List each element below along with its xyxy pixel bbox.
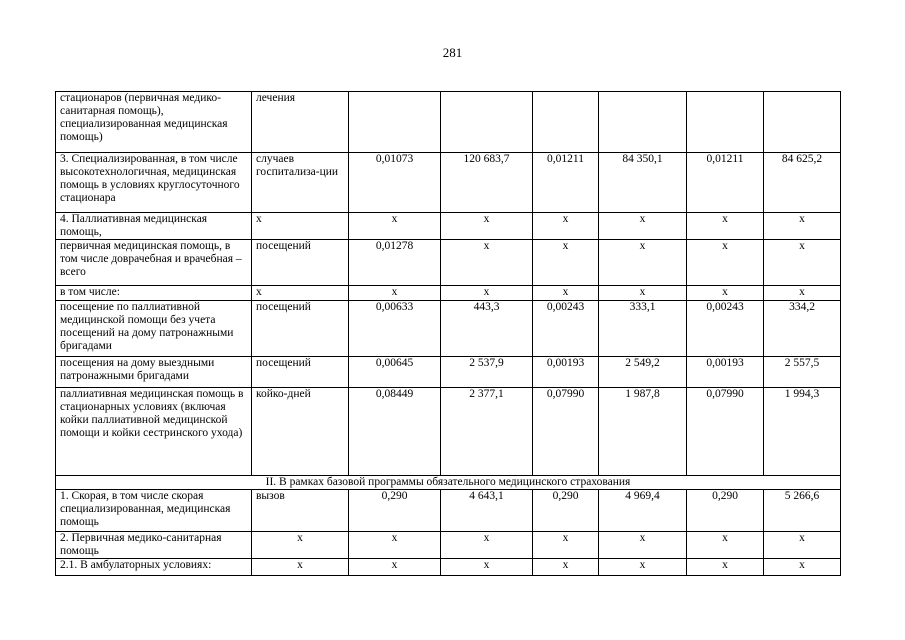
row-unit: х [252,213,349,240]
row-value-5: 0,01211 [687,153,764,213]
row-value-2: х [441,213,533,240]
norms-table [55,91,841,576]
row-value-4 [599,92,687,153]
row-value-5: 0,07990 [687,388,764,476]
row-value-6: х [764,240,841,286]
row-description: 2.1. В амбулаторных условиях: [56,559,252,576]
table-row [56,213,841,240]
row-value-1: 0,01278 [349,240,441,286]
row-value-5 [687,92,764,153]
table-section-row [56,476,841,490]
row-description: первичная медицинская помощь, в том числе доврачебная и врачебная – всего [56,240,252,286]
row-value-2 [441,92,533,153]
section-title: II. В рамках базовой программы обязательного медицинского страхования [56,476,841,490]
row-value-6: х [764,559,841,576]
row-value-3: х [533,559,599,576]
row-value-6: 1 994,3 [764,388,841,476]
row-value-4: 84 350,1 [599,153,687,213]
row-description: посещения на дому выездными патронажными бригадами [56,357,252,388]
row-value-3: 0,07990 [533,388,599,476]
row-value-5: х [687,532,764,559]
row-value-1: 0,01073 [349,153,441,213]
row-description: 4. Паллиативная медицинская помощь, [56,213,252,240]
row-value-5: х [687,286,764,301]
row-value-5: 0,00193 [687,357,764,388]
row-description: 2. Первичная медико-санитарная помощь [56,532,252,559]
row-value-4: х [599,213,687,240]
row-value-6: х [764,286,841,301]
row-value-4: 4 969,4 [599,490,687,532]
row-description: посещение по паллиативной медицинской помощи без учета посещений на дому патронажными бригадами [56,301,252,357]
row-value-1: 0,00645 [349,357,441,388]
row-unit: случаев госпитализа-ции [252,153,349,213]
row-unit: лечения [252,92,349,153]
row-value-6: х [764,532,841,559]
table-row [56,388,841,476]
row-value-6: 84 625,2 [764,153,841,213]
row-value-1: 0,00633 [349,301,441,357]
row-value-3: 0,00193 [533,357,599,388]
table-row [56,153,841,213]
row-value-2: х [441,286,533,301]
row-value-5: х [687,213,764,240]
row-value-5: 0,290 [687,490,764,532]
table-row [56,559,841,576]
row-unit: вызов [252,490,349,532]
row-description: стационаров (первичная медико-санитарная помощь), специализированная медицинская помощь) [56,92,252,153]
row-value-3: х [533,286,599,301]
row-unit: посещений [252,357,349,388]
row-value-5: х [687,240,764,286]
table-row [56,240,841,286]
row-value-2: х [441,559,533,576]
row-unit: посещений [252,301,349,357]
row-value-5: х [687,559,764,576]
page-number: 281 [442,45,463,60]
row-unit: посещений [252,240,349,286]
row-description: паллиативная медицинская помощь в стационарных условиях (включая койки паллиативной медицинской помощи и койки сестринского ухода) [56,388,252,476]
row-value-4: х [599,559,687,576]
row-value-3 [533,92,599,153]
row-value-2: 443,3 [441,301,533,357]
row-description: 1. Скорая, в том числе скорая специализированная, медицинская помощь [56,490,252,532]
row-value-3: х [533,532,599,559]
row-value-4: 1 987,8 [599,388,687,476]
row-value-1: 0,290 [349,490,441,532]
row-value-4: х [599,286,687,301]
row-description: в том числе: [56,286,252,301]
row-value-2: 2 377,1 [441,388,533,476]
table-row [56,490,841,532]
row-unit: койко-дней [252,388,349,476]
row-value-1: х [349,213,441,240]
row-unit: х [252,286,349,301]
row-value-4: х [599,240,687,286]
table-body-part-2 [56,490,841,576]
row-value-1: х [349,532,441,559]
row-value-6 [764,92,841,153]
table-row [56,301,841,357]
row-value-1: х [349,286,441,301]
table-body-part-1 [56,92,841,476]
row-value-3: 0,290 [533,490,599,532]
table-row [56,286,841,301]
row-value-4: х [599,532,687,559]
row-value-4: 2 549,2 [599,357,687,388]
row-unit: х [252,559,349,576]
row-value-6: 2 557,5 [764,357,841,388]
row-value-4: 333,1 [599,301,687,357]
row-value-2: 4 643,1 [441,490,533,532]
row-value-1 [349,92,441,153]
row-value-3: х [533,213,599,240]
row-value-1: 0,08449 [349,388,441,476]
row-value-5: 0,00243 [687,301,764,357]
row-value-6: 5 266,6 [764,490,841,532]
table-row [56,532,841,559]
row-value-3: х [533,240,599,286]
table-row [56,357,841,388]
row-unit: х [252,532,349,559]
row-description: 3. Специализированная, в том числе высокотехнологичная, медицинская помощь в условиях круглосуточного стационара [56,153,252,213]
row-value-2: х [441,240,533,286]
row-value-1: х [349,559,441,576]
row-value-2: 120 683,7 [441,153,533,213]
row-value-2: 2 537,9 [441,357,533,388]
row-value-6: 334,2 [764,301,841,357]
row-value-3: 0,01211 [533,153,599,213]
table-row [56,92,841,153]
row-value-3: 0,00243 [533,301,599,357]
row-value-2: х [441,532,533,559]
row-value-6: х [764,213,841,240]
